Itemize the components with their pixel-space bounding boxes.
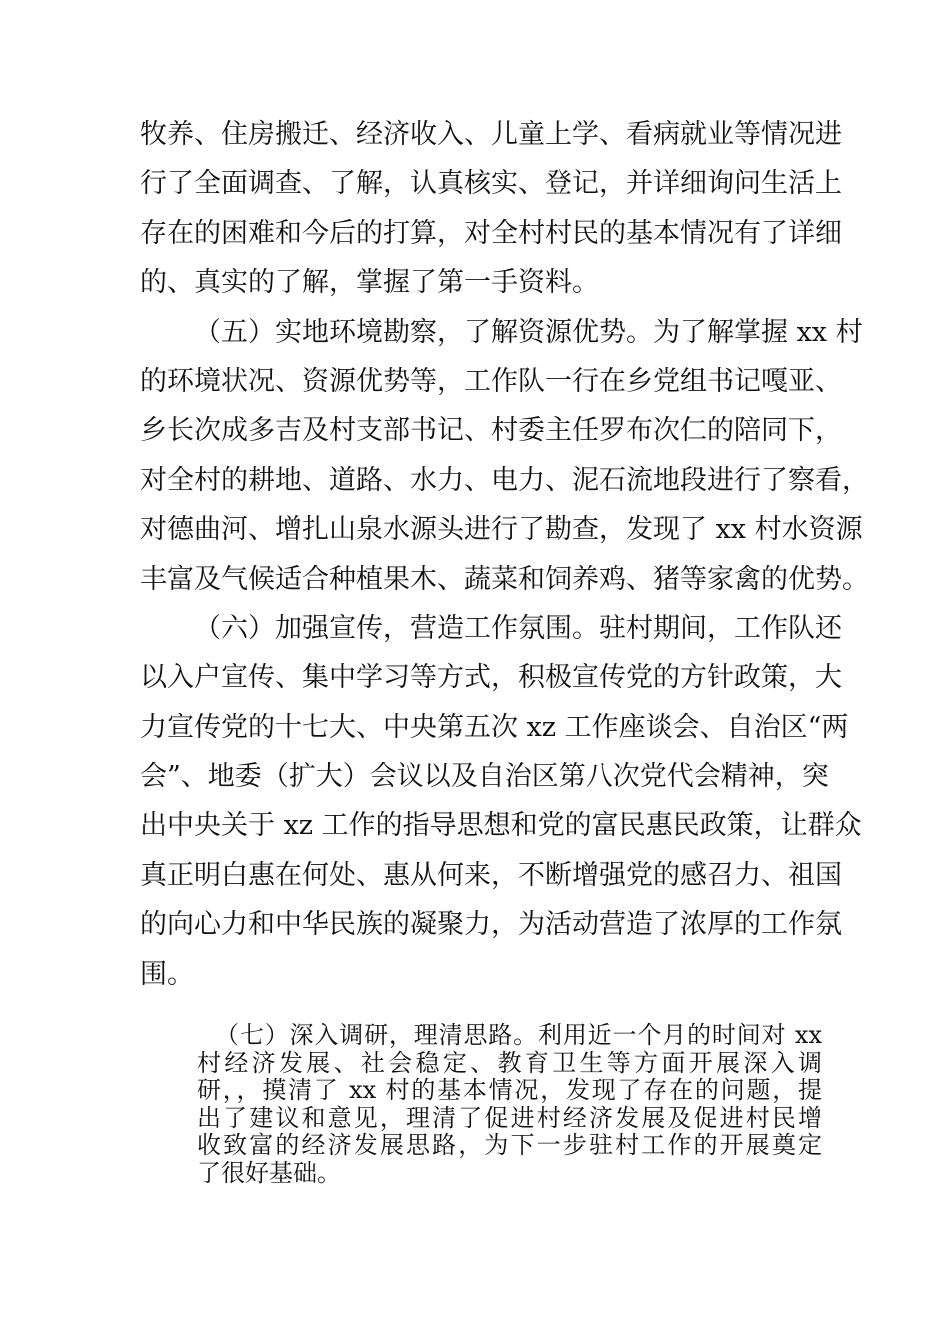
text-line: 围。 (140, 958, 194, 990)
paragraph-heading-line: （五）实地环境勘察，了解资源优势。为了解掌握 xx 村 (194, 316, 863, 348)
text-line: 真正明白惠在何处、惠从何来，不断增强党的感召力、祖国 (140, 859, 842, 891)
text-line: 存在的困难和今后的打算，对全村村民的基本情况有了详细 (140, 217, 842, 249)
text-line: 收致富的经济发展思路，为下一步驻村工作的开展奠定 (197, 1131, 822, 1160)
text-line: 力宣传党的十七大、中央第五次 xz 工作座谈会、自治区“两 (140, 711, 849, 743)
text-line: 丰富及气候适合种植果木、蔬菜和饲养鸡、猪等家禽的优势。 (140, 563, 869, 595)
text-line: 会”、地委（扩大）会议以及自治区第八次党代会精神，突 (140, 761, 829, 793)
text-line: 出了建议和意见，理清了促进村经济发展及促进村民增 (197, 1103, 822, 1132)
text-line: 了很好基础。 (197, 1158, 341, 1187)
text-line: 对德曲河、增扎山泉水源头进行了勘查，发现了 xx 村水资源 (140, 514, 863, 546)
text-line: 对全村的耕地、道路、水力、电力、泥石流地段进行了察看， (140, 464, 869, 496)
text-line: 乡长次成多吉及村支部书记、村委主任罗布次仁的陪同下， (140, 415, 842, 447)
text-line: 村经济发展、社会稳定、教育卫生等方面开展深入调 (197, 1048, 822, 1077)
text-line: 牧养、住房搬迁、经济收入、儿童上学、看病就业等情况进 (140, 119, 842, 150)
text-line: 行了全面调查、了解，认真核实、登记，并详细询问生活上 (140, 168, 842, 200)
text-line: 的向心力和中华民族的凝聚力，为活动营造了浓厚的工作氛 (140, 909, 842, 941)
paragraph-heading-line: （七）深入调研，理清思路。利用近一个月的时间对 xx (215, 1021, 822, 1049)
text-line: 的环境状况、资源优势等，工作队一行在乡党组书记嘎亚、 (140, 365, 842, 397)
text-line: 研，，摸清了 xx 村的基本情况，发现了存在的问题，提 (197, 1076, 822, 1105)
paragraph-heading-line: （六）加强宣传，营造工作氛围。驻村期间，工作队还 (194, 612, 842, 644)
body-text (140, 110, 869, 999)
indented-paragraph (197, 1022, 822, 1188)
text-line: 以入户宣传、集中学习等方式，积极宣传党的方针政策，大 (140, 662, 842, 694)
text-line: 出中央关于 xz 工作的指导思想和党的富民惠民政策，让群众 (140, 810, 862, 842)
text-line: 的、真实的了解，掌握了第一手资料。 (140, 267, 599, 299)
